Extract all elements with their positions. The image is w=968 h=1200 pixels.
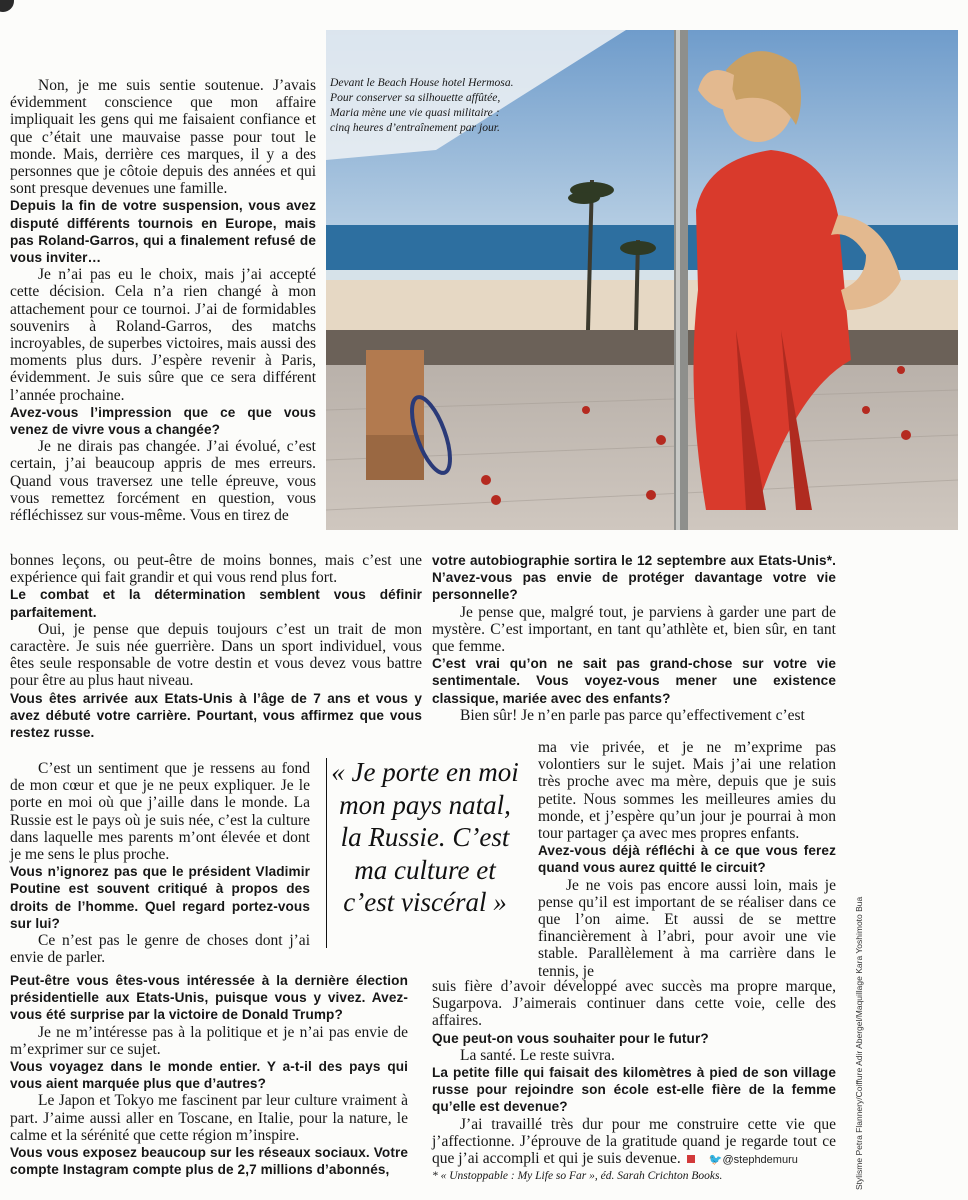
answer-paragraph: Je pense que, malgré tout, je parviens à garder une part de mystère. C’est important, en tant qu’athlète et, bien sûr, en tant que femme.	[432, 603, 836, 656]
answer-paragraph: Je ne vois pas encore aussi loin, mais je pense qu’il est important de se réaliser dans ce que l’on aime. Et aussi de se mettre financièrement à l’abri, pour avoir une vie stable. Parallèlement à ma carrière dans le tennis, je	[538, 876, 836, 980]
left-column-wide	[10, 552, 422, 741]
question-paragraph: Avez-vous l’impression que ce que vous venez de vivre vous a changée?	[10, 404, 316, 438]
answer-paragraph: Je ne m’intéresse pas à la politique et je n’ai pas envie de m’exprimer sur ce sujet.	[10, 1023, 408, 1058]
answer-paragraph: Ce n’est pas le genre de choses dont j’ai envie de parler.	[10, 932, 310, 967]
question-paragraph: Que peut-on vous souhaiter pour le futur?	[432, 1030, 709, 1046]
answer-paragraph-final	[432, 1116, 836, 1170]
left-column-bottom	[10, 972, 408, 1178]
right-column-top	[432, 552, 836, 724]
question-paragraph: C’est vrai qu’on ne sait pas grand-chose sur votre vie sentimentale. Vous voyez-vous mener une existence classique, mariée avec des enfants?	[432, 656, 836, 706]
right-column-narrow	[538, 739, 836, 980]
caption-line: Pour conserver sa silhouette affûtée,	[330, 91, 501, 104]
answer-paragraph: Non, je me suis sentie soutenue. J’avais évidemment conscience que mon affaire impliquait les gens qui me faisaient confiance et que c’était une mauvaise passe pour tout le monde. Mais, derrière ces marques, il y a des personnes que je côtoie depuis des années et qui sont presque devenues une famille.	[10, 77, 316, 198]
question-paragraph: Avez-vous déjà réfléchi à ce que vous ferez quand vous aurez quitté le circuit?	[538, 843, 836, 876]
left-column-narrow	[10, 760, 310, 966]
answer-paragraph: Le Japon et Tokyo me fascinent par leur culture vraiment à part. J’aime aussi aller en Toscane, en Italie, pour la nature, le calme et la sérénité que cette région m’inspire.	[10, 1092, 408, 1144]
question-paragraph: Vous n’ignorez pas que le président Vladimir Poutine est souvent critiqué à propos des droits de l’homme. Quel regard portez-vous sur lui?	[10, 864, 310, 931]
final-answer-text: J’ai travaillé très dur pour me construire cette vie que j’affectionne. J’éprouve de la gratitude quand je regarde tout ce que j’ai accompli et qui je suis devenue.	[432, 1115, 836, 1168]
answer-paragraph: Bien sûr! Je n’en parle pas parce qu’effectivement c’est	[460, 706, 805, 724]
caption-line: cinq heures d’entraînement par jour.	[330, 121, 500, 134]
question-paragraph: Depuis la fin de votre suspension, vous avez disputé différents tournois en Europe, mais pas Roland-Garros, qui a finalement refusé de vous inviter…	[10, 198, 316, 266]
left-column-top	[10, 77, 316, 524]
answer-paragraph: Je ne dirais pas changée. J’ai évolué, c’est certain, j’ai beaucoup appris de mes erreurs. Quand vous traversez une telle épreuve, vous vous remettez forcément en question, vous réfléchissez sur vous-même. Vous en tirez de	[10, 438, 316, 525]
footnote: * « Unstoppable : My Life so Far », éd. Sarah Crichton Books.	[432, 1170, 723, 1183]
answer-paragraph: La santé. Le reste suivra.	[460, 1046, 615, 1064]
question-paragraph: Vous voyagez dans le monde entier. Y a-t-il des pays qui vous aient marquée plus que d’autres?	[10, 1059, 408, 1092]
photo-credit: Stylisme Petra Flannery/Coiffure Adir Abergel/Maquillage Kara Yoshimoto Bua	[854, 896, 864, 1190]
photo-caption	[330, 75, 530, 135]
question-paragraph: La petite fille qui faisait des kilomètres à pied de son village russe pour rejoindre son école est-elle fière de la femme qu’elle est devenue?	[432, 1065, 836, 1115]
answer-paragraph: Je n’ai pas eu le choix, mais j’ai accepté cette décision. Cela n’a rien changé à mon attachement pour ce tournoi. J’ai de formidables souvenirs à Roland-Garros, des matchs incroyables, de superbes victoires, mais aussi des moments plus durs. J’espère revenir à Paris, évidemment. Je suis sûre que ce sera différent l’année prochaine.	[10, 266, 316, 404]
question-paragraph: votre autobiographie sortira le 12 septembre aux Etats-Unis*. N’avez-vous pas envie de protéger davantage votre vie personnelle?	[432, 553, 836, 603]
question-paragraph: Peut-être vous êtes-vous intéressée à la dernière élection présidentielle aux Etats-Unis, puisque vous y vivez. Avez-vous été surprise par la victoire de Donald Trump?	[10, 973, 408, 1023]
pull-quote: « Je porte en moi mon pays natal, la Russie. C’est ma culture et c’est viscéral »	[331, 757, 519, 917]
answer-paragraph-continued: suis fière d’avoir développé avec succès ma propre marque, Sugarpova. J’aimerais continuer dans cette voie, celle des affaires.	[432, 978, 836, 1030]
right-column-bottom	[432, 978, 836, 1183]
twitter-handle	[709, 1154, 798, 1166]
answer-paragraph: Oui, je pense que depuis toujours c’est un trait de mon caractère. Je suis née guerrière. Dans un sport individuel, vous êtes seule responsable de votre destin et vous devez vous battre pour être au plus haut niveau.	[10, 620, 422, 690]
caption-line: Maria mène une vie quasi militaire :	[330, 106, 500, 119]
caption-line: Devant le Beach House hotel Hermosa.	[330, 76, 514, 89]
question-paragraph: Vous êtes arrivée aux Etats-Unis à l’âge de 7 ans et vous y avez débuté votre carrière. Pourtant, vous affirmez que vous restez russe.	[10, 690, 422, 741]
pullquote-rule	[326, 758, 327, 948]
page-corner-mark	[0, 0, 14, 12]
twitter-bird-icon: 🐦	[708, 1154, 723, 1167]
end-of-article-mark	[687, 1155, 695, 1163]
question-paragraph: Vous vous exposez beaucoup sur les réseaux sociaux. Votre compte Instagram compte plus de 2,7 millions d’abonnés,	[10, 1145, 408, 1178]
answer-paragraph-continued: bonnes leçons, ou peut-être de moins bonnes, mais c’est une expérience qui fait grandir et qui vous rend plus fort.	[10, 552, 422, 587]
question-paragraph: Le combat et la détermination semblent vous définir parfaitement.	[10, 587, 422, 620]
answer-paragraph-continued: ma vie privée, et je ne m’exprime pas volontiers sur le sujet. Mais j’ai une relation très proche avec ma mère, depuis que je suis petite. Nous sommes les meilleures amies du monde, et j’espère qu’un jour je pourrai à mon tour partager ça avec mes propres enfants.	[538, 739, 836, 843]
answer-paragraph: C’est un sentiment que je ressens au fond de mon cœur et que je ne peux expliquer. Je le porte en moi où que j’aille dans le monde. La Russie est le pays où je suis née, c’est la culture dans laquelle mes parents m’ont élevée et dont je me sens le plus proche.	[10, 760, 310, 864]
twitter-handle-text: @stephdemuru	[722, 1154, 798, 1167]
